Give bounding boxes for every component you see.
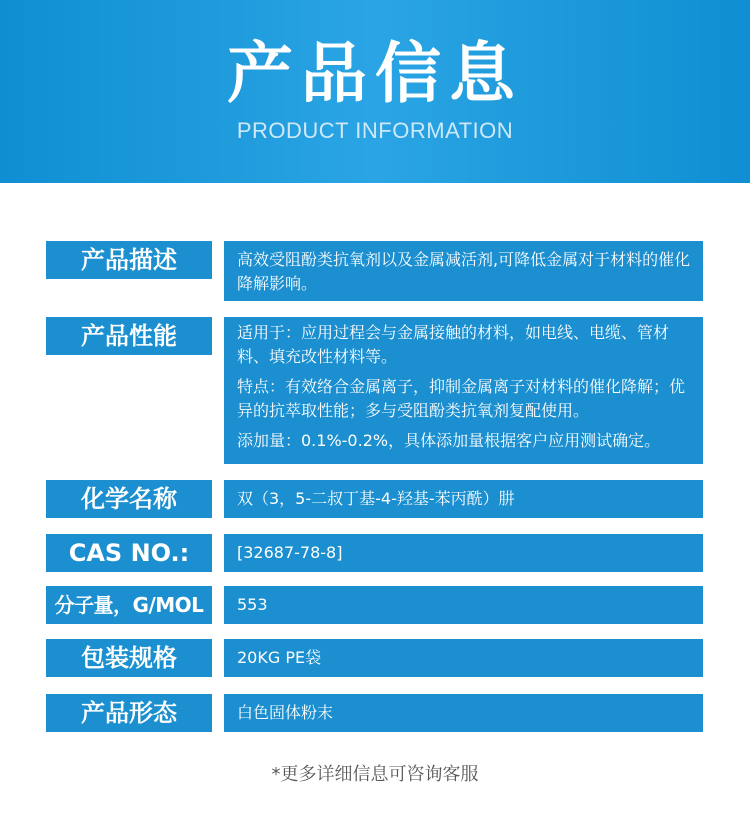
value-cas: [32687-78-8]: [224, 534, 703, 572]
value-chemical-name: 双（3，5-二叔丁基-4-羟基-苯丙酰）肼: [224, 480, 703, 518]
value-packaging: 20KG PE袋: [224, 639, 703, 677]
value-description: [224, 241, 703, 301]
performance-features: 特点：有效络合金属离子，抑制金属离子对材料的催化降解；优异的抗萃取性能；多与受阻酚类抗氧剂复配使用。: [237, 377, 686, 420]
label-performance: 产品性能: [46, 317, 212, 355]
value-performance: [224, 317, 703, 464]
label-cas: CAS NO.:: [46, 534, 212, 572]
header-banner: [0, 0, 750, 183]
page-subtitle: PRODUCT INFORMATION: [236, 118, 514, 143]
label-molecular-weight: 分子量，G/MOL: [46, 586, 212, 624]
performance-dosage: 添加量：0.1%-0.2%，具体添加量根据客户应用测试确定。: [237, 431, 661, 450]
description-text: 高效受阻酚类抗氧剂以及金属减活剂,可降低金属对于材料的催化降解影响。: [237, 250, 691, 293]
label-packaging: 包装规格: [46, 639, 212, 677]
value-molecular-weight: 553: [224, 586, 703, 624]
value-form: 白色固体粉末: [224, 694, 703, 732]
label-description: 产品描述: [46, 241, 212, 279]
label-chemical-name: 化学名称: [46, 480, 212, 518]
footer-note: *更多详细信息可咨询客服: [271, 764, 479, 785]
label-form: 产品形态: [46, 694, 212, 732]
page-title: 产品信息: [227, 35, 523, 112]
performance-application: 适用于：应用过程会与金属接触的材料，如电线、电缆、管材料、填充改性材料等。: [237, 323, 670, 366]
